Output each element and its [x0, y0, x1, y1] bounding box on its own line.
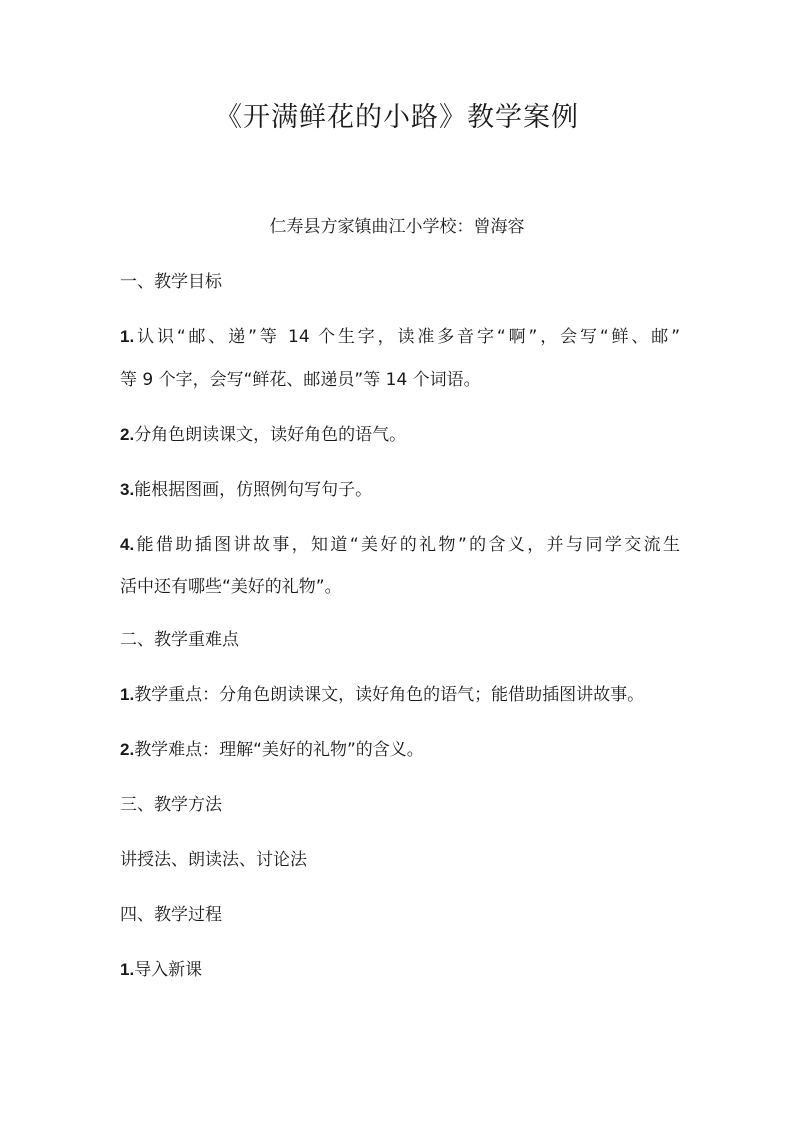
objective-item-4-line-1: [120, 531, 680, 559]
section-heading-methods: 三、教学方法: [120, 795, 222, 815]
process-item-1: [120, 956, 680, 984]
objective-item-2-text: 分角色朗读课文，读好角色的语气。: [134, 425, 407, 445]
objective-item-2: [120, 421, 680, 449]
objective-item-1-line-1: [120, 323, 680, 351]
item-number: 1.: [120, 327, 135, 346]
key-point-item-1-text: 教学重点：分角色朗读课文，读好角色的语气；能借助插图讲故事。: [134, 685, 645, 705]
document-title: 《开满鲜花的小路》教学案例: [215, 102, 579, 133]
item-number: 2.: [120, 740, 135, 759]
objective-item-4-text: 能借助插图讲故事，知道“美好的礼物”的含义，并与同学交流生: [134, 535, 680, 555]
objective-item-3: [120, 476, 680, 504]
key-point-item-2-text: 教学难点：理解“美好的礼物”的含义。: [134, 740, 424, 760]
objective-item-1-text: 认识“邮、递”等 14 个生字，读准多音字“啊”，会写“鲜、邮”: [134, 327, 680, 347]
section-heading-process: 四、教学过程: [120, 905, 222, 925]
item-number: 1.: [120, 685, 135, 704]
item-number: 3.: [120, 480, 135, 499]
key-point-item-1: [120, 681, 680, 709]
key-point-item-2: [120, 736, 680, 764]
item-number: 2.: [120, 425, 135, 444]
process-item-1-text: 导入新课: [134, 960, 203, 980]
objective-item-4-line-2: 活中还有哪些“美好的礼物”。: [120, 577, 342, 597]
item-number: 1.: [120, 960, 135, 979]
objective-item-3-text: 能根据图画，仿照例句写句子。: [134, 480, 373, 500]
document-author: 仁寿县方家镇曲江小学校：曾海容: [269, 217, 525, 237]
item-number: 4.: [120, 535, 135, 554]
section-heading-key-points: 二、教学重难点: [120, 630, 239, 650]
objective-item-1-line-2: 等 9 个字，会写“鲜花、邮递员”等 14 个词语。: [120, 370, 481, 390]
section-heading-objectives: 一、教学目标: [120, 272, 222, 292]
methods-text: 讲授法、朗读法、讨论法: [120, 850, 307, 870]
